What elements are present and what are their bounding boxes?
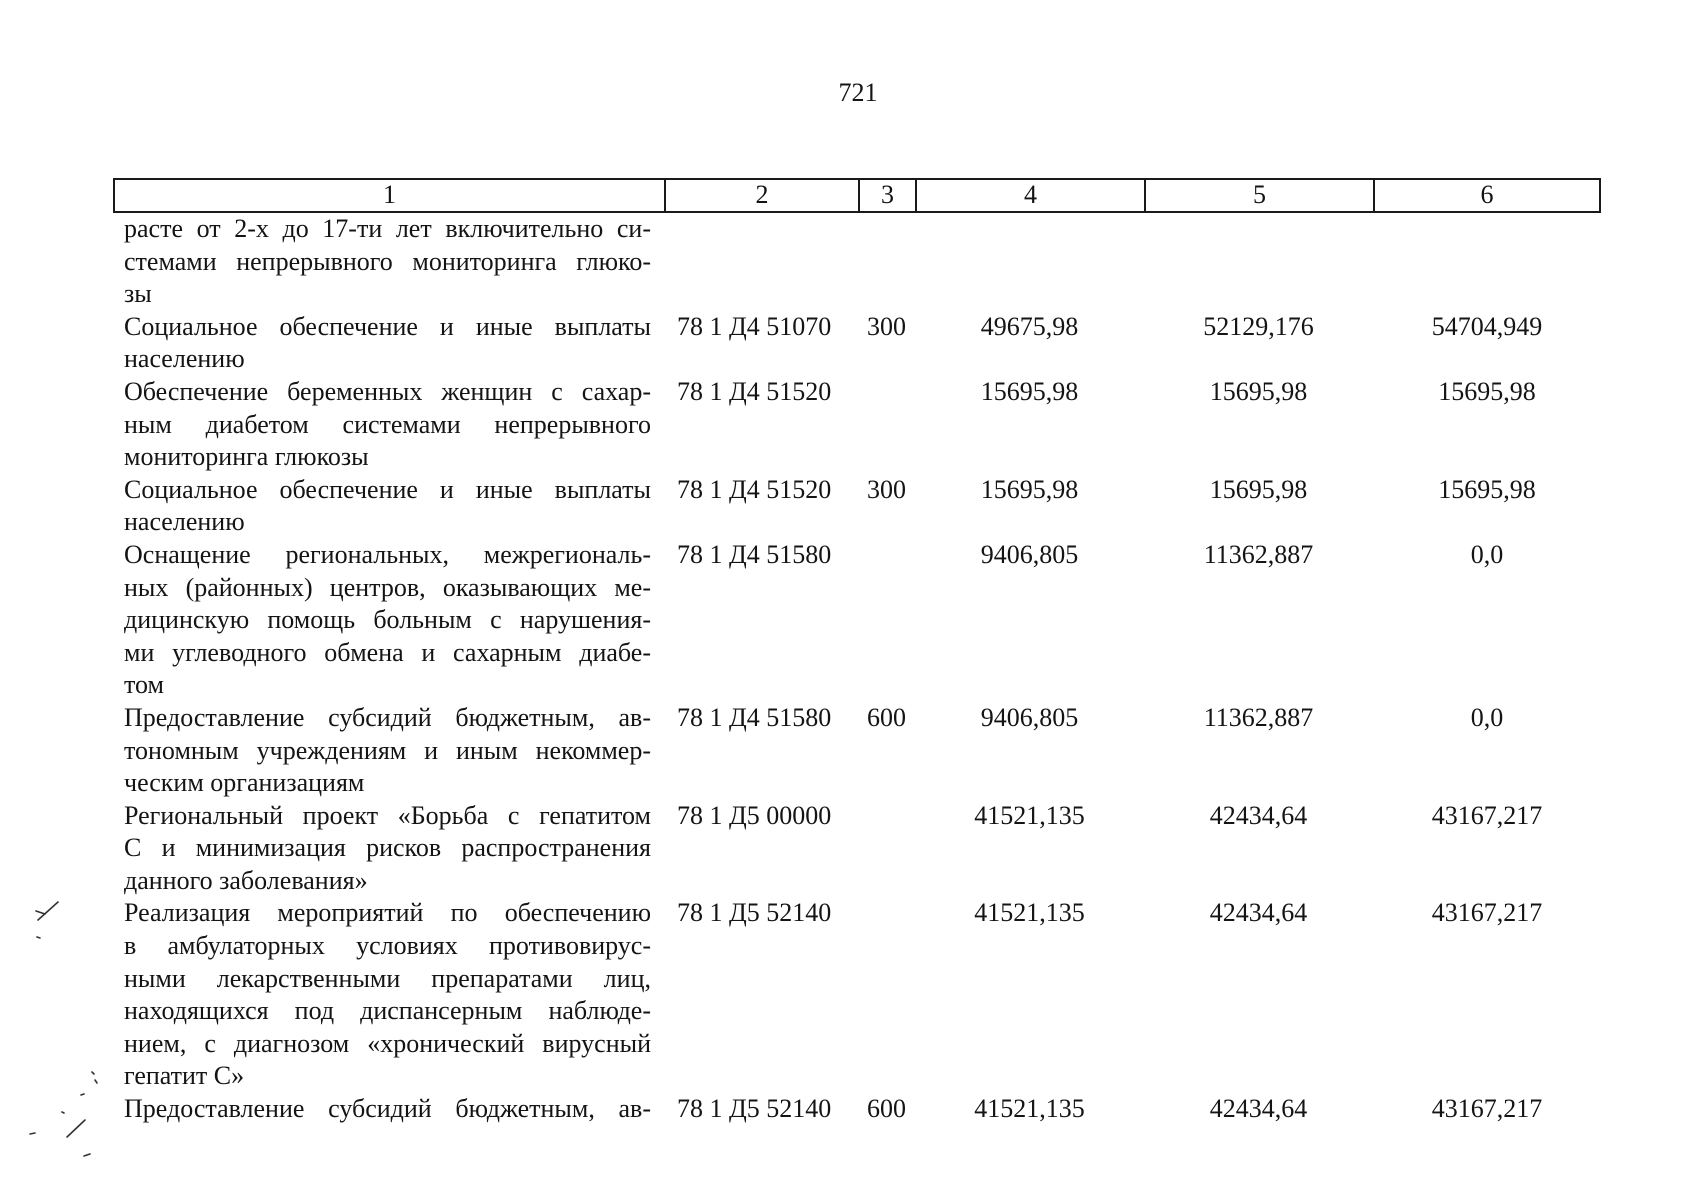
cell-amount-col-6: 0,0 [1470, 702, 1504, 732]
header-col-5: 5 [1144, 180, 1373, 211]
cell-amount-col-5: 52129,176 [1203, 311, 1314, 341]
cell-budget-code: 78 1 Д5 52140 [677, 1094, 832, 1124]
cell-description [113, 539, 664, 702]
table-row [113, 1093, 1601, 1126]
description-line: данного заболевания» [124, 865, 368, 895]
table-row [113, 311, 1601, 376]
scan-artifact-marks [0, 880, 120, 1180]
header-col-6: 6 [1373, 180, 1599, 211]
header-col-1: 1 [383, 180, 396, 209]
cell-budget-code: 78 1 Д4 51580 [677, 702, 832, 732]
cell-expense-type [858, 213, 915, 311]
cell-amount-col-6 [1373, 213, 1601, 311]
cell-expense-type [858, 539, 915, 702]
cell-description [113, 702, 664, 800]
cell-expense-type: 600 [867, 702, 906, 732]
cell-amount-col-4: 41521,135 [974, 898, 1085, 928]
cell-amount-col-4: 9406,805 [980, 539, 1079, 569]
table-body [113, 213, 1601, 1126]
description-line: ным диабетом системами непрерывного [124, 409, 651, 439]
budget-table [113, 178, 1601, 1126]
description-line: населению [124, 344, 245, 374]
description-line: мониторинга глюкозы [124, 442, 369, 472]
description-line: стемами непрерывного мониторинга глюко- [124, 246, 651, 276]
header-col-2: 2 [664, 180, 858, 211]
table-row [113, 376, 1601, 474]
description-line: Предоставление субсидий бюджетным, ав- [124, 702, 651, 732]
cell-amount-col-6: 43167,217 [1431, 800, 1543, 830]
table-row [113, 800, 1601, 898]
description-line: ческим организациям [124, 768, 365, 798]
description-line: расте от 2-х до 17-ти лет включительно си- [124, 214, 651, 243]
cell-amount-col-5: 11362,887 [1203, 539, 1314, 569]
cell-budget-code [664, 213, 858, 311]
cell-amount-col-4 [915, 213, 1144, 311]
cell-expense-type: 600 [867, 1094, 906, 1124]
table-row [113, 897, 1601, 1093]
cell-budget-code: 78 1 Д4 51070 [677, 311, 832, 341]
cell-amount-col-6: 15695,98 [1438, 474, 1536, 504]
cell-amount-col-6: 0,0 [1470, 539, 1504, 569]
cell-expense-type: 300 [867, 311, 906, 341]
cell-budget-code: 78 1 Д5 52140 [677, 898, 832, 928]
description-line: нием, с диагнозом «хронический вирусный [124, 1028, 651, 1058]
cell-amount-col-4: 15695,98 [980, 474, 1079, 504]
table-row [113, 213, 1601, 311]
description-line: Оснащение региональных, межрегиональ- [124, 539, 651, 569]
cell-budget-code: 78 1 Д4 51580 [677, 539, 832, 569]
cell-expense-type [858, 897, 915, 1093]
cell-description [113, 1093, 664, 1126]
cell-expense-type [858, 800, 915, 898]
cell-amount-col-4: 9406,805 [980, 702, 1079, 732]
description-line: Обеспечение беременных женщин с сахар- [124, 376, 651, 406]
cell-description [113, 897, 664, 1093]
cell-budget-code: 78 1 Д4 51520 [677, 474, 832, 504]
cell-amount-col-6: 43167,217 [1431, 898, 1543, 928]
cell-amount-col-6: 54704,949 [1431, 311, 1543, 341]
description-line: ных (районных) центров, оказывающих ме- [124, 572, 651, 602]
description-line: гепатит С» [124, 1061, 245, 1091]
cell-description [113, 213, 664, 311]
description-line: тономным учреждениям и иным некоммер- [124, 735, 651, 765]
cell-amount-col-5: 15695,98 [1209, 376, 1308, 406]
cell-expense-type [858, 376, 915, 474]
cell-amount-col-4: 41521,135 [974, 800, 1085, 830]
description-line: Социальное обеспечение и иные выплаты [124, 474, 651, 504]
table-row [113, 702, 1601, 800]
description-line: Социальное обеспечение и иные выплаты [124, 311, 651, 341]
description-line: С и минимизация рисков распространения [124, 833, 651, 863]
cell-budget-code: 78 1 Д4 51520 [677, 376, 832, 406]
header-col-3: 3 [858, 180, 915, 211]
cell-description [113, 311, 664, 376]
cell-description [113, 376, 664, 474]
cell-amount-col-5: 15695,98 [1209, 474, 1308, 504]
header-col-4: 4 [915, 180, 1144, 211]
table-header [113, 178, 1601, 213]
description-line: дицинскую помощь больным с нарушения- [124, 605, 651, 635]
cell-amount-col-5: 42434,64 [1209, 800, 1308, 830]
cell-expense-type: 300 [867, 474, 906, 504]
cell-amount-col-5: 42434,64 [1209, 898, 1308, 928]
description-line: находящихся под диспансерным наблюде- [124, 996, 651, 1026]
table-row [113, 474, 1601, 539]
description-line: Реализация мероприятий по обеспечению [124, 898, 651, 928]
description-line: населению [124, 507, 245, 537]
cell-description [113, 474, 664, 539]
description-line: Предоставление субсидий бюджетным, ав- [124, 1094, 651, 1124]
description-line: ными лекарственными препаратами лиц, [124, 963, 651, 993]
cell-amount-col-5: 42434,64 [1209, 1094, 1308, 1124]
description-line: Региональный проект «Борьба с гепатитом [124, 800, 651, 830]
cell-amount-col-4: 49675,98 [980, 311, 1079, 341]
table-row [113, 539, 1601, 702]
cell-amount-col-6: 15695,98 [1438, 376, 1536, 406]
cell-amount-col-5: 11362,887 [1203, 702, 1314, 732]
cell-amount-col-4: 41521,135 [974, 1094, 1085, 1124]
description-line: в амбулаторных условиях противовирус- [124, 931, 651, 961]
cell-amount-col-4: 15695,98 [980, 376, 1079, 406]
page-number: 721 [838, 78, 878, 107]
cell-amount-col-6: 43167,217 [1431, 1094, 1543, 1124]
description-line: ми углеводного обмена и сахарным диабе- [124, 637, 651, 667]
cell-amount-col-5 [1144, 213, 1373, 311]
cell-budget-code: 78 1 Д5 00000 [677, 800, 832, 830]
cell-description [113, 800, 664, 898]
description-line: том [124, 670, 164, 700]
description-line: зы [124, 279, 152, 309]
